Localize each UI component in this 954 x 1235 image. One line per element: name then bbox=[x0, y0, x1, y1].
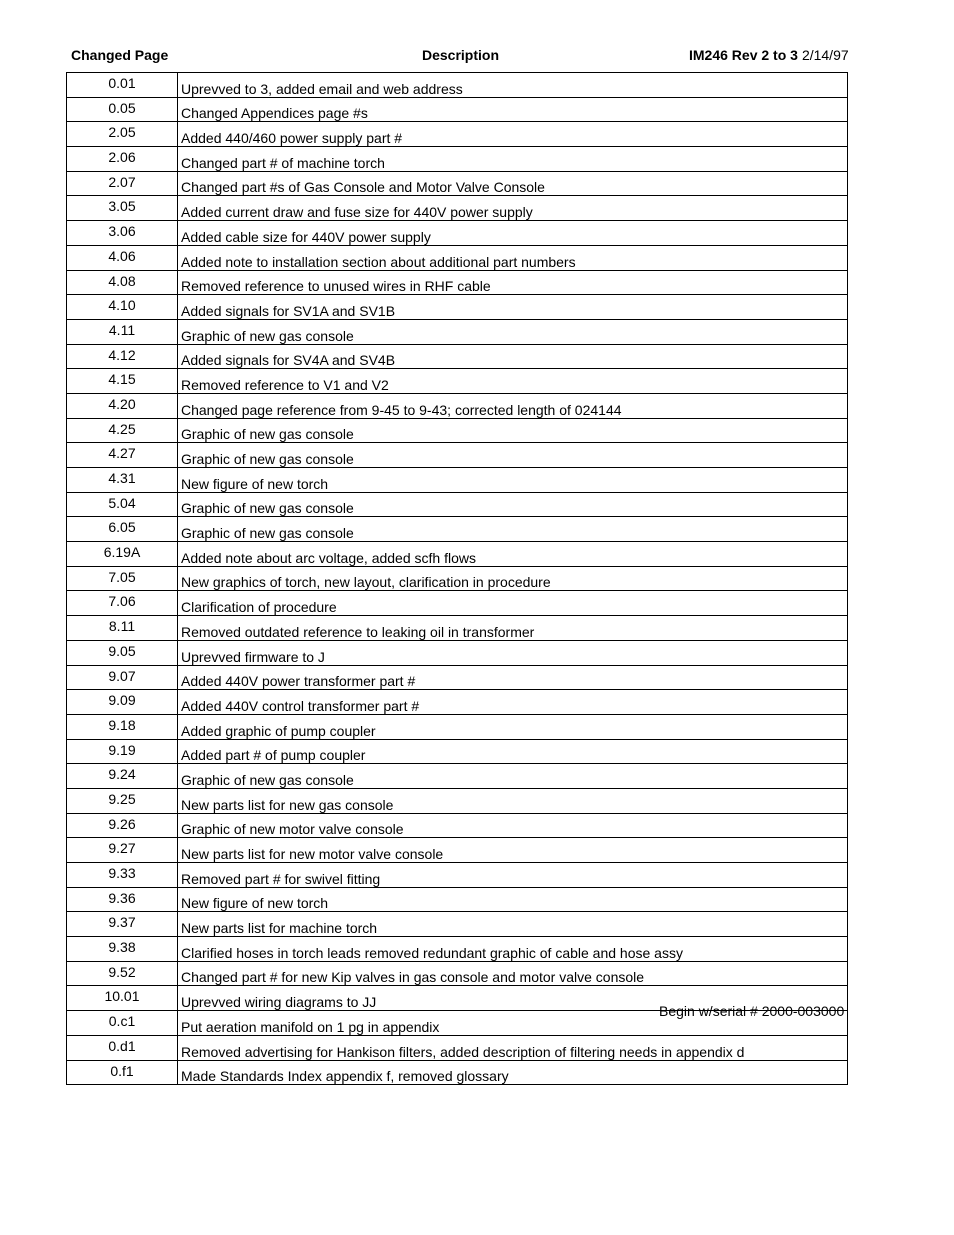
table-row bbox=[67, 813, 848, 838]
changed-page-cell: 9.19 bbox=[67, 739, 178, 764]
description-cell: Removed advertising for Hankison filters, added description of filtering needs in appendix d bbox=[178, 1035, 848, 1060]
changed-page-cell: 9.24 bbox=[67, 764, 178, 789]
description-cell: Uprevved wiring diagrams to JJ bbox=[178, 986, 848, 1011]
changed-page-cell: 4.12 bbox=[67, 344, 178, 369]
changed-page-cell: 9.36 bbox=[67, 887, 178, 912]
changed-page-cell: 6.05 bbox=[67, 517, 178, 542]
changed-page-cell: 9.27 bbox=[67, 838, 178, 863]
description-cell: New parts list for new motor valve console bbox=[178, 838, 848, 863]
header-description: Description bbox=[422, 47, 500, 63]
description-cell: Added 440/460 power supply part # bbox=[178, 122, 848, 147]
table-row bbox=[67, 196, 848, 221]
changed-page-cell: 5.04 bbox=[67, 492, 178, 517]
changed-page-cell: 2.05 bbox=[67, 122, 178, 147]
description-cell: Removed outdated reference to leaking oil in transformer bbox=[178, 616, 848, 641]
description-cell: Changed part # for new Kip valves in gas console and motor valve console bbox=[178, 961, 848, 986]
table-row bbox=[67, 245, 848, 270]
table-row bbox=[67, 1035, 848, 1060]
table-row bbox=[67, 492, 848, 517]
changed-page-cell: 4.06 bbox=[67, 245, 178, 270]
table-row bbox=[67, 468, 848, 493]
changed-page-cell: 4.25 bbox=[67, 418, 178, 443]
changed-page-cell: 2.06 bbox=[67, 147, 178, 172]
table-row bbox=[67, 937, 848, 962]
table-row bbox=[67, 393, 848, 418]
header-document-revision bbox=[689, 47, 849, 63]
header-changed-page: Changed Page bbox=[71, 47, 169, 63]
description-cell: Removed part # for swivel fitting bbox=[178, 863, 848, 888]
table-row bbox=[67, 665, 848, 690]
description-cell: Added cable size for 440V power supply bbox=[178, 221, 848, 246]
table-row bbox=[67, 961, 848, 986]
table-row bbox=[67, 517, 848, 542]
changed-page-cell: 10.01 bbox=[67, 986, 178, 1011]
changed-page-cell: 4.15 bbox=[67, 369, 178, 394]
table-row bbox=[67, 838, 848, 863]
description-cell: Added current draw and fuse size for 440V power supply bbox=[178, 196, 848, 221]
table-row bbox=[67, 1060, 848, 1085]
serial-note: Begin w/serial # 2000-003000 bbox=[659, 1003, 845, 1019]
description-cell: Graphic of new gas console bbox=[178, 517, 848, 542]
description-cell: Added part # of pump coupler bbox=[178, 739, 848, 764]
table-row bbox=[67, 369, 848, 394]
changed-page-cell: 7.06 bbox=[67, 591, 178, 616]
description-cell: Removed reference to unused wires in RHF cable bbox=[178, 270, 848, 295]
description-cell: Uprevved firmware to J bbox=[178, 640, 848, 665]
changes-table-body bbox=[67, 73, 848, 1085]
changed-page-cell: 9.38 bbox=[67, 937, 178, 962]
description-cell: Added 440V power transformer part # bbox=[178, 665, 848, 690]
changed-page-cell: 8.11 bbox=[67, 616, 178, 641]
table-row bbox=[67, 863, 848, 888]
changed-page-cell: 9.18 bbox=[67, 714, 178, 739]
table-row bbox=[67, 714, 848, 739]
table-row bbox=[67, 616, 848, 641]
description-cell: Graphic of new gas console bbox=[178, 319, 848, 344]
description-cell: Graphic of new motor valve console bbox=[178, 813, 848, 838]
description-cell: Clarified hoses in torch leads removed redundant graphic of cable and hose assy bbox=[178, 937, 848, 962]
changed-page-cell: 4.20 bbox=[67, 393, 178, 418]
changed-page-cell: 9.25 bbox=[67, 788, 178, 813]
changed-page-cell: 3.05 bbox=[67, 196, 178, 221]
changed-page-cell: 9.52 bbox=[67, 961, 178, 986]
table-row bbox=[67, 640, 848, 665]
description-cell: New figure of new torch bbox=[178, 468, 848, 493]
description-cell: Uprevved to 3, added email and web address bbox=[178, 73, 848, 98]
changed-page-cell: 4.27 bbox=[67, 443, 178, 468]
changed-page-cell: 0.d1 bbox=[67, 1035, 178, 1060]
table-row bbox=[67, 344, 848, 369]
description-cell: Changed page reference from 9-45 to 9-43; corrected length of 024144 bbox=[178, 393, 848, 418]
changed-page-cell: 0.01 bbox=[67, 73, 178, 98]
changed-page-cell: 7.05 bbox=[67, 566, 178, 591]
description-cell: Added 440V control transformer part # bbox=[178, 690, 848, 715]
table-row bbox=[67, 542, 848, 567]
changed-page-cell: 4.08 bbox=[67, 270, 178, 295]
description-cell: Added note about arc voltage, added scfh flows bbox=[178, 542, 848, 567]
description-cell: Changed part #s of Gas Console and Motor Valve Console bbox=[178, 171, 848, 196]
table-row bbox=[67, 443, 848, 468]
table-row bbox=[67, 912, 848, 937]
description-cell: Added note to installation section about additional part numbers bbox=[178, 245, 848, 270]
changed-page-cell: 4.31 bbox=[67, 468, 178, 493]
table-row bbox=[67, 764, 848, 789]
changed-page-cell: 0.f1 bbox=[67, 1060, 178, 1085]
table-row bbox=[67, 566, 848, 591]
description-cell: New figure of new torch bbox=[178, 887, 848, 912]
changed-page-cell: 0.c1 bbox=[67, 1011, 178, 1036]
changed-page-cell: 9.07 bbox=[67, 665, 178, 690]
description-cell: New parts list for new gas console bbox=[178, 788, 848, 813]
description-cell: Made Standards Index appendix f, removed glossary bbox=[178, 1060, 848, 1085]
description-cell: Removed reference to V1 and V2 bbox=[178, 369, 848, 394]
changed-page-cell: 3.06 bbox=[67, 221, 178, 246]
changed-page-cell: 9.26 bbox=[67, 813, 178, 838]
table-row bbox=[67, 270, 848, 295]
table-row bbox=[67, 887, 848, 912]
document-revision: IM246 Rev 2 to 3 bbox=[689, 47, 798, 63]
description-cell: New parts list for machine torch bbox=[178, 912, 848, 937]
changed-page-cell: 9.09 bbox=[67, 690, 178, 715]
description-cell: Added graphic of pump coupler bbox=[178, 714, 848, 739]
table-row bbox=[67, 591, 848, 616]
changed-page-cell: 4.10 bbox=[67, 295, 178, 320]
table-row bbox=[67, 221, 848, 246]
description-cell: Added signals for SV4A and SV4B bbox=[178, 344, 848, 369]
table-row bbox=[67, 418, 848, 443]
table-row bbox=[67, 97, 848, 122]
table-row bbox=[67, 122, 848, 147]
description-cell: New graphics of torch, new layout, clarification in procedure bbox=[178, 566, 848, 591]
changed-page-cell: 4.11 bbox=[67, 319, 178, 344]
description-cell: Graphic of new gas console bbox=[178, 418, 848, 443]
changes-table bbox=[66, 72, 848, 1085]
description-cell: Changed Appendices page #s bbox=[178, 97, 848, 122]
table-row bbox=[67, 147, 848, 172]
changed-page-cell: 0.05 bbox=[67, 97, 178, 122]
table-row bbox=[67, 788, 848, 813]
table-row bbox=[67, 690, 848, 715]
changed-page-cell: 9.33 bbox=[67, 863, 178, 888]
changed-page-cell: 9.05 bbox=[67, 640, 178, 665]
description-cell: Changed part # of machine torch bbox=[178, 147, 848, 172]
description-cell: Graphic of new gas console bbox=[178, 443, 848, 468]
description-cell: Put aeration manifold on 1 pg in appendix bbox=[178, 1011, 848, 1036]
table-row bbox=[67, 319, 848, 344]
description-cell: Graphic of new gas console bbox=[178, 764, 848, 789]
table-row bbox=[67, 73, 848, 98]
table-row bbox=[67, 171, 848, 196]
changed-page-cell: 2.07 bbox=[67, 171, 178, 196]
revision-date: 2/14/97 bbox=[801, 47, 849, 63]
changed-page-cell: 9.37 bbox=[67, 912, 178, 937]
description-cell: Added signals for SV1A and SV1B bbox=[178, 295, 848, 320]
changed-page-cell: 6.19A bbox=[67, 542, 178, 567]
description-cell: Graphic of new gas console bbox=[178, 492, 848, 517]
description-cell: Clarification of procedure bbox=[178, 591, 848, 616]
table-row bbox=[67, 295, 848, 320]
table-row bbox=[67, 739, 848, 764]
